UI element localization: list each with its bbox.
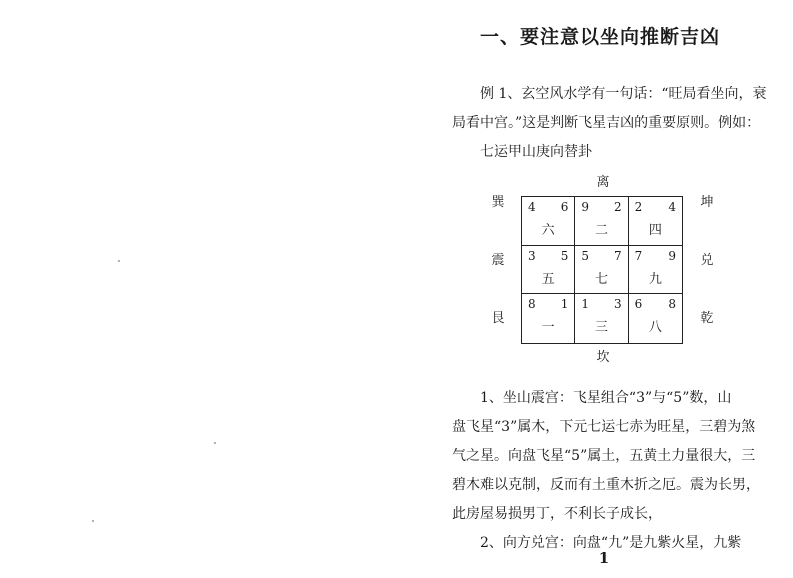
palace-cell: [629, 246, 682, 295]
period-star: 一: [541, 320, 555, 336]
direction-west-label: 兑: [700, 253, 714, 268]
section-title: 一、要注意以坐向推断吉凶: [480, 26, 721, 48]
facing-star: 5: [560, 248, 569, 263]
mountain-star: 1: [581, 297, 589, 312]
facing-star: 6: [560, 200, 569, 214]
body-line: 盘飞星“3”属木，下元七运七赤为旺星，三碧为煞: [452, 419, 756, 435]
period-star: 八: [648, 320, 662, 336]
palace-cell: [522, 246, 575, 295]
intro-line: 例 1、玄空风水学有一句话：“旺局看坐向，衰: [480, 86, 767, 102]
intro-paragraph: [452, 80, 782, 167]
scan-speck: [214, 442, 216, 444]
direction-northeast-label: 艮: [491, 311, 505, 326]
mountain-star: 5: [581, 248, 589, 263]
period-star: 四: [648, 223, 662, 238]
mountain-star: 6: [634, 297, 643, 312]
intro-line: 局看中宫。”这是判断飞星吉凶的重要原则。例如：: [452, 115, 761, 131]
direction-northwest-label: 乾: [700, 311, 714, 326]
mountain-star: 3: [528, 248, 536, 263]
facing-star: 9: [668, 248, 676, 263]
palace-cell: [575, 246, 628, 295]
body-line: 此房屋易损男丁，不利长子成长，: [452, 506, 662, 522]
period-star: 三: [594, 320, 608, 336]
palace-cell: [575, 197, 628, 246]
period-star: 五: [541, 271, 555, 287]
facing-star: 7: [614, 248, 622, 263]
direction-southwest-label: 坤: [700, 195, 714, 210]
body-line: 1、坐山震宫：飞星组合“3”与“5”数，山: [480, 390, 732, 406]
mountain-star: 9: [581, 200, 589, 214]
palace-cell: [522, 197, 575, 246]
flying-star-chart: [521, 196, 683, 344]
facing-star: 1: [560, 297, 569, 312]
palace-cell: [629, 197, 682, 246]
facing-star: 2: [614, 200, 622, 214]
period-star: 二: [594, 223, 608, 238]
direction-southeast-label: 巽: [491, 195, 505, 210]
direction-east-label: 震: [491, 253, 505, 268]
body-line: 碧木难以克制，反而有土重木折之厄。震为长男，: [452, 477, 760, 493]
palace-cell: [522, 294, 575, 343]
scan-speck: [118, 260, 120, 262]
period-star: 七: [594, 271, 608, 287]
period-star: 九: [648, 271, 662, 287]
direction-north-label: 坎: [596, 350, 610, 365]
body-line: 气之星。向盘飞星“5”属土，五黄土力量很大，三: [452, 448, 756, 464]
direction-south-label: 离: [596, 175, 610, 190]
scan-speck: [92, 520, 94, 522]
period-star: 六: [541, 223, 555, 238]
palace-cell: [575, 294, 628, 343]
facing-star: 8: [668, 297, 676, 312]
palace-cell: [629, 294, 682, 343]
facing-star: 3: [614, 297, 622, 312]
body-paragraph: [452, 384, 782, 558]
mountain-star: 7: [634, 248, 643, 263]
body-line: 2、向方兑宫：向盘“九”是九紫火星，九紫: [480, 535, 742, 551]
facing-star: 4: [668, 200, 676, 214]
mountain-star: 2: [634, 200, 643, 214]
mountain-star: 4: [528, 200, 536, 214]
chart-caption: 七运甲山庚向替卦: [480, 144, 592, 160]
mountain-star: 8: [528, 297, 536, 312]
page-number: 1: [598, 549, 610, 567]
